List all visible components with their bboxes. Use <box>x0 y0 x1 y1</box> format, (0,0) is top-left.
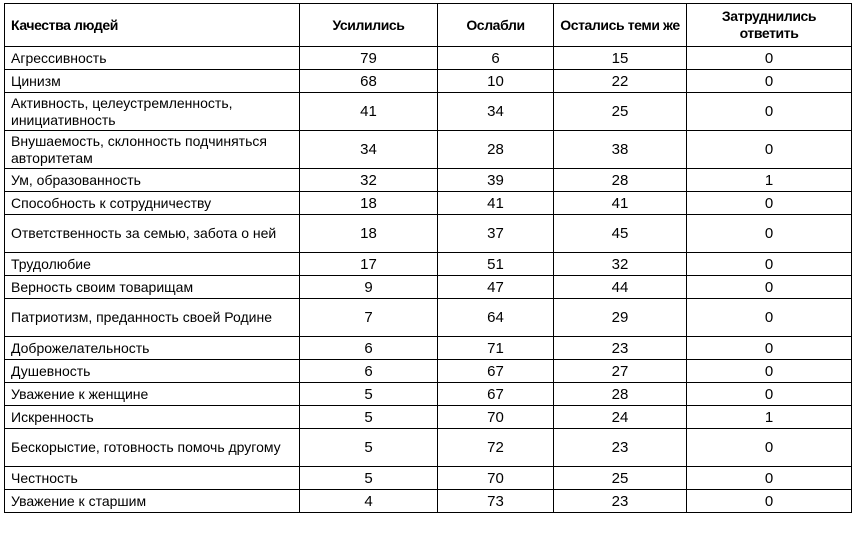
header-undecided: Затруднились ответить <box>687 4 852 47</box>
cell-undecided: 0 <box>687 192 852 215</box>
cell-increased: 18 <box>300 215 438 253</box>
table-row <box>5 406 852 429</box>
row-label: Бескорыстие, готовность помочь другому <box>5 429 300 467</box>
row-label: Уважение к женщине <box>5 383 300 406</box>
cell-unchanged: 32 <box>554 253 687 276</box>
cell-increased: 18 <box>300 192 438 215</box>
cell-undecided: 0 <box>687 337 852 360</box>
table-row <box>5 467 852 490</box>
cell-decreased: 72 <box>438 429 554 467</box>
cell-increased: 79 <box>300 47 438 70</box>
cell-undecided: 0 <box>687 276 852 299</box>
cell-unchanged: 25 <box>554 93 687 131</box>
cell-undecided: 0 <box>687 93 852 131</box>
cell-unchanged: 23 <box>554 490 687 513</box>
row-label: Трудолюбие <box>5 253 300 276</box>
cell-unchanged: 23 <box>554 429 687 467</box>
row-label: Искренность <box>5 406 300 429</box>
header-increased: Усилились <box>300 4 438 47</box>
table-row <box>5 490 852 513</box>
cell-increased: 32 <box>300 169 438 192</box>
cell-decreased: 64 <box>438 299 554 337</box>
survey-table <box>4 3 852 513</box>
table-row <box>5 429 852 467</box>
cell-decreased: 70 <box>438 467 554 490</box>
cell-unchanged: 29 <box>554 299 687 337</box>
cell-unchanged: 28 <box>554 383 687 406</box>
cell-unchanged: 45 <box>554 215 687 253</box>
cell-decreased: 70 <box>438 406 554 429</box>
table-row <box>5 131 852 169</box>
cell-increased: 6 <box>300 337 438 360</box>
cell-increased: 17 <box>300 253 438 276</box>
cell-undecided: 0 <box>687 299 852 337</box>
cell-increased: 7 <box>300 299 438 337</box>
row-label: Доброжелательность <box>5 337 300 360</box>
table-row <box>5 93 852 131</box>
table-row <box>5 169 852 192</box>
cell-decreased: 37 <box>438 215 554 253</box>
row-label: Патриотизм, преданность своей Родине <box>5 299 300 337</box>
cell-decreased: 10 <box>438 70 554 93</box>
header-decreased: Ослабли <box>438 4 554 47</box>
cell-undecided: 0 <box>687 47 852 70</box>
cell-increased: 6 <box>300 360 438 383</box>
cell-undecided: 0 <box>687 131 852 169</box>
cell-increased: 4 <box>300 490 438 513</box>
cell-decreased: 6 <box>438 47 554 70</box>
cell-increased: 5 <box>300 383 438 406</box>
cell-decreased: 73 <box>438 490 554 513</box>
cell-undecided: 0 <box>687 490 852 513</box>
cell-increased: 34 <box>300 131 438 169</box>
cell-unchanged: 44 <box>554 276 687 299</box>
cell-unchanged: 38 <box>554 131 687 169</box>
table-row <box>5 192 852 215</box>
table-row <box>5 360 852 383</box>
row-label: Способность к сотрудничеству <box>5 192 300 215</box>
header-qualities: Качества людей <box>5 4 300 47</box>
cell-decreased: 34 <box>438 93 554 131</box>
table-row <box>5 299 852 337</box>
row-label: Внушаемость, склонность подчиняться авторитетам <box>5 131 300 169</box>
table-row <box>5 337 852 360</box>
cell-undecided: 0 <box>687 360 852 383</box>
cell-increased: 5 <box>300 429 438 467</box>
cell-decreased: 47 <box>438 276 554 299</box>
header-unchanged: Остались теми же <box>554 4 687 47</box>
cell-undecided: 1 <box>687 169 852 192</box>
row-label: Верность своим товарищам <box>5 276 300 299</box>
cell-undecided: 0 <box>687 383 852 406</box>
cell-unchanged: 15 <box>554 47 687 70</box>
cell-increased: 41 <box>300 93 438 131</box>
cell-undecided: 0 <box>687 429 852 467</box>
cell-undecided: 0 <box>687 70 852 93</box>
cell-increased: 5 <box>300 467 438 490</box>
table-row <box>5 47 852 70</box>
cell-unchanged: 22 <box>554 70 687 93</box>
cell-undecided: 0 <box>687 215 852 253</box>
cell-decreased: 39 <box>438 169 554 192</box>
cell-undecided: 1 <box>687 406 852 429</box>
row-label: Честность <box>5 467 300 490</box>
table-row <box>5 276 852 299</box>
row-label: Агрессивность <box>5 47 300 70</box>
row-label: Цинизм <box>5 70 300 93</box>
row-label: Уважение к старшим <box>5 490 300 513</box>
row-label: Ответственность за семью, забота о ней <box>5 215 300 253</box>
cell-undecided: 0 <box>687 253 852 276</box>
cell-undecided: 0 <box>687 467 852 490</box>
table-row <box>5 215 852 253</box>
row-label: Ум, образованность <box>5 169 300 192</box>
cell-unchanged: 25 <box>554 467 687 490</box>
cell-unchanged: 41 <box>554 192 687 215</box>
cell-unchanged: 24 <box>554 406 687 429</box>
cell-decreased: 41 <box>438 192 554 215</box>
cell-unchanged: 28 <box>554 169 687 192</box>
cell-unchanged: 23 <box>554 337 687 360</box>
row-label: Душевность <box>5 360 300 383</box>
cell-increased: 9 <box>300 276 438 299</box>
table-row <box>5 253 852 276</box>
row-label: Активность, целеустремленность, инициативность <box>5 93 300 131</box>
cell-decreased: 67 <box>438 360 554 383</box>
cell-decreased: 71 <box>438 337 554 360</box>
header-row <box>5 4 852 47</box>
cell-decreased: 28 <box>438 131 554 169</box>
cell-increased: 68 <box>300 70 438 93</box>
cell-increased: 5 <box>300 406 438 429</box>
cell-decreased: 67 <box>438 383 554 406</box>
cell-unchanged: 27 <box>554 360 687 383</box>
table-row <box>5 70 852 93</box>
table-row <box>5 383 852 406</box>
cell-decreased: 51 <box>438 253 554 276</box>
